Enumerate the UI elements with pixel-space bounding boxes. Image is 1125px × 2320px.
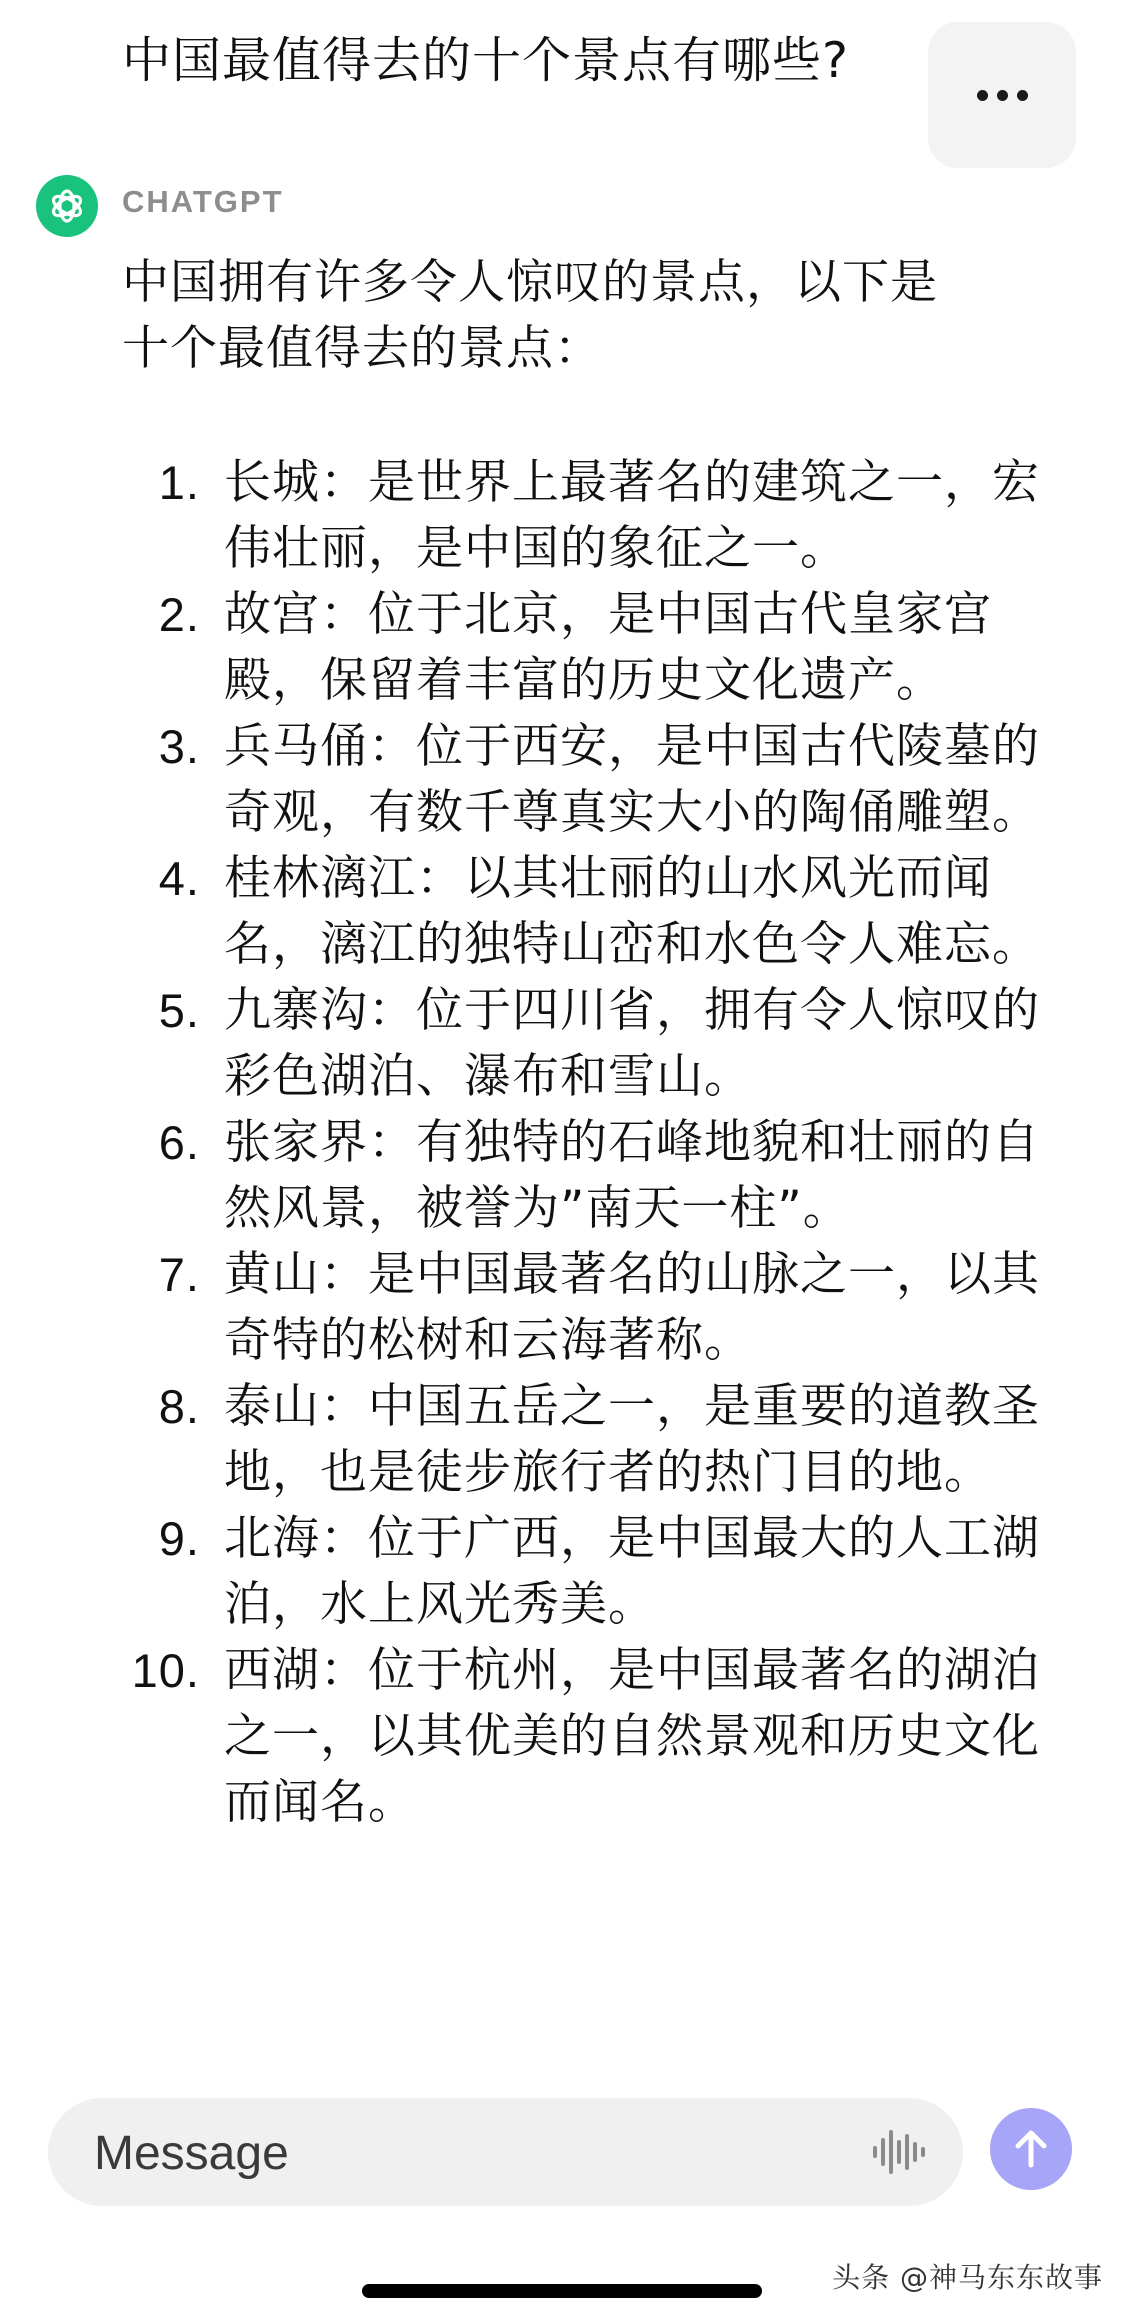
list-number: 3.: [158, 720, 200, 773]
more-horizontal-icon: [977, 90, 988, 101]
user-message: 中国最值得去的十个景点有哪些?: [122, 32, 850, 89]
list-item-text: 兵马俑：位于西安，是中国古代陵墓的奇观，有数千尊真实大小的陶俑雕塑。: [224, 719, 1040, 840]
message-input[interactable]: [92, 2098, 876, 2208]
message-composer[interactable]: [48, 2098, 963, 2206]
list-item-text: 黄山：是中国最著名的山脉之一，以其奇特的松树和云海著称。: [224, 1247, 1040, 1368]
intro-line: 十个最值得去的景点：: [122, 321, 602, 376]
list-item-text: 北海：位于广西，是中国最大的人工湖泊，水上风光秀美。: [224, 1511, 1040, 1632]
list-item: [122, 978, 1054, 1110]
list-number: 5.: [158, 984, 200, 1037]
list-item-text: 泰山：中国五岳之一，是重要的道教圣地，也是徒步旅行者的热门目的地。: [224, 1379, 1040, 1500]
intro-line: 中国拥有许多令人惊叹的景点，以下是: [122, 255, 938, 310]
list-number: 10.: [131, 1644, 200, 1697]
list-item: [122, 1242, 1054, 1374]
spots-list: [122, 450, 1042, 1836]
watermark: 头条 @神马东东故事: [832, 2261, 1103, 2294]
list-number: 1.: [158, 456, 200, 509]
more-dot: [1017, 90, 1028, 101]
assistant-name: CHATGPT: [122, 184, 284, 219]
list-item: [122, 714, 1054, 846]
list-item-text: 长城：是世界上最著名的建筑之一，宏伟壮丽，是中国的象征之一。: [224, 455, 1040, 576]
assistant-message: [122, 250, 1042, 1836]
arrow-up-icon: [1009, 2127, 1053, 2171]
list-number: 8.: [158, 1380, 200, 1433]
list-number: 4.: [158, 852, 200, 905]
list-number: 9.: [158, 1512, 200, 1565]
list-item: [122, 1110, 1054, 1242]
intro-paragraph: [122, 250, 1022, 382]
voice-waveform-icon[interactable]: [871, 2128, 927, 2176]
list-item: [122, 582, 1054, 714]
list-item: [122, 1374, 1054, 1506]
list-item-text: 张家界：有独特的石峰地貌和壮丽的自然风景，被誉为”南天一柱”。: [224, 1115, 1040, 1236]
list-item-text: 九寨沟：位于四川省，拥有令人惊叹的彩色湖泊、瀑布和雪山。: [224, 983, 1040, 1104]
list-number: 6.: [158, 1116, 200, 1169]
send-button[interactable]: [990, 2108, 1072, 2190]
list-item: [122, 1506, 1054, 1638]
home-indicator: [362, 2284, 762, 2298]
more-dot: [997, 90, 1008, 101]
list-item-text: 西湖：位于杭州，是中国最著名的湖泊之一，以其优美的自然景观和历史文化而闻名。: [224, 1643, 1040, 1830]
more-options-button[interactable]: [928, 22, 1076, 168]
list-item: [122, 450, 1054, 582]
list-number: 7.: [158, 1248, 200, 1301]
list-item: [122, 846, 1054, 978]
list-number: 2.: [158, 588, 200, 641]
list-item-text: 桂林漓江：以其壮丽的山水风光而闻名，漓江的独特山峦和水色令人难忘。: [224, 851, 1040, 972]
list-item-text: 故宫：位于北京，是中国古代皇家宫殿，保留着丰富的历史文化遗产。: [224, 587, 992, 708]
openai-logo-icon: [36, 175, 98, 237]
list-item: [122, 1638, 1054, 1836]
